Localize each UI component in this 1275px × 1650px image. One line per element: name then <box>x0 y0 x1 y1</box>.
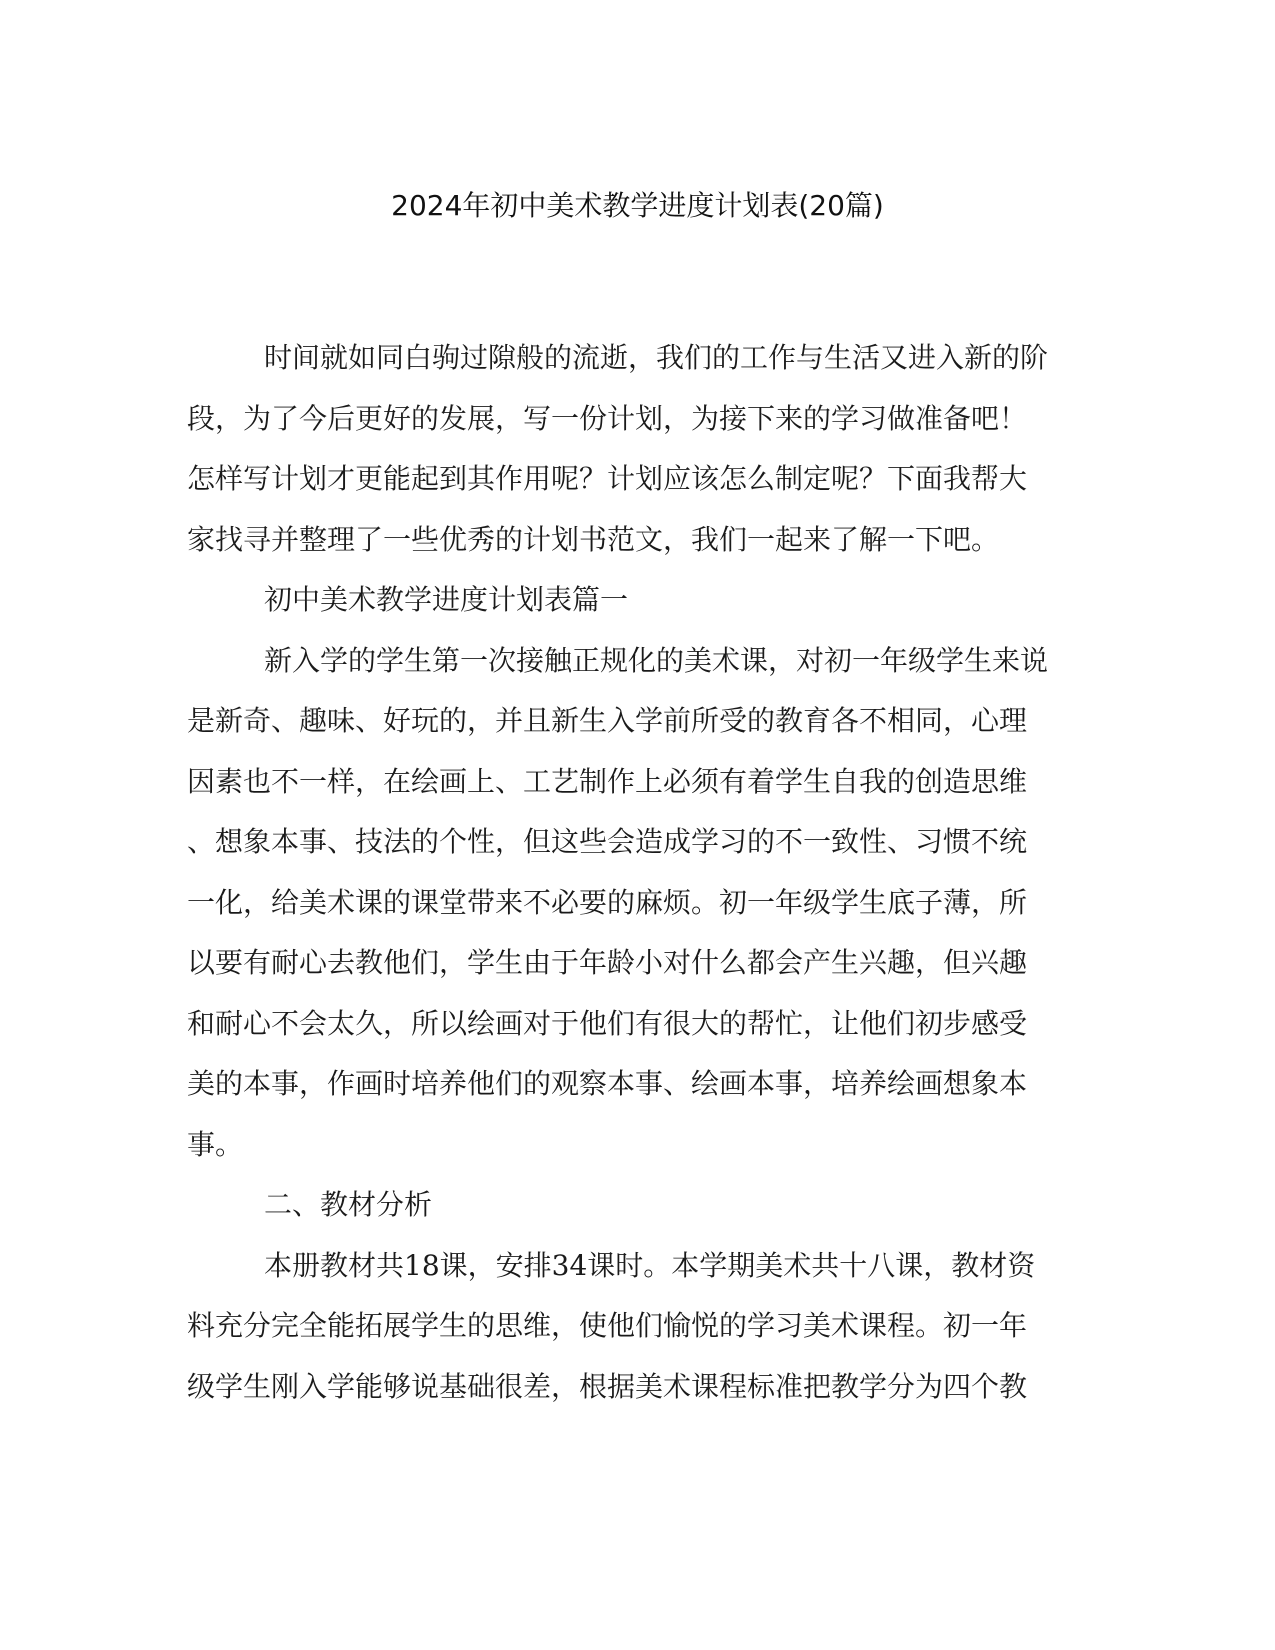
body-line: 时间就如同白驹过隙般的流逝，我们的工作与生活又进入新的阶 <box>264 341 1049 374</box>
body-line: 是新奇、趣味、好玩的，并且新生入学前所受的教育各不相同，心理 <box>187 704 1028 737</box>
section-heading: 二、教材分析 <box>264 1188 433 1221</box>
body-line: 、想象本事、技法的个性，但这些会造成学习的不一致性、习惯不统 <box>187 825 1028 858</box>
section-heading: 初中美术教学进度计划表篇一 <box>264 583 629 616</box>
body-line: 料充分完全能拓展学生的思维，使他们愉悦的学习美术课程。初一年 <box>187 1309 1028 1342</box>
body-line: 美的本事，作画时培养他们的观察本事、绘画本事，培养绘画想象本 <box>187 1067 1028 1100</box>
body-line: 本册教材共18课，安排34课时。本学期美术共十八课，教材资 <box>264 1248 1036 1282</box>
body-line: 和耐心不会太久，所以绘画对于他们有很大的帮忙，让他们初步感受 <box>187 1006 1028 1040</box>
body-line: 以要有耐心去教他们，学生由于年龄小对什么都会产生兴趣，但兴趣 <box>187 946 1028 979</box>
body-line: 因素也不一样，在绘画上、工艺制作上必须有着学生自我的创造思维 <box>187 764 1028 798</box>
body-line: 段，为了今后更好的发展，写一份计划，为接下来的学习做准备吧！ <box>187 401 1028 435</box>
body-line: 家找寻并整理了一些优秀的计划书范文，我们一起来了解一下吧。 <box>187 522 1000 556</box>
body-line: 新入学的学生第一次接触正规化的美术课，对初一年级学生来说 <box>264 643 1049 677</box>
document-body <box>187 328 1067 1417</box>
body-line: 级学生刚入学能够说基础很差，根据美术课程标准把教学分为四个教 <box>187 1369 1028 1403</box>
body-line: 一化，给美术课的课堂带来不必要的麻烦。初一年级学生底子薄，所 <box>187 885 1028 919</box>
body-line: 怎样写计划才更能起到其作用呢？计划应该怎么制定呢？下面我帮大 <box>187 462 1028 495</box>
document-title: 2024年初中美术教学进度计划表(20篇) <box>391 189 884 222</box>
body-line: 事。 <box>187 1127 244 1161</box>
